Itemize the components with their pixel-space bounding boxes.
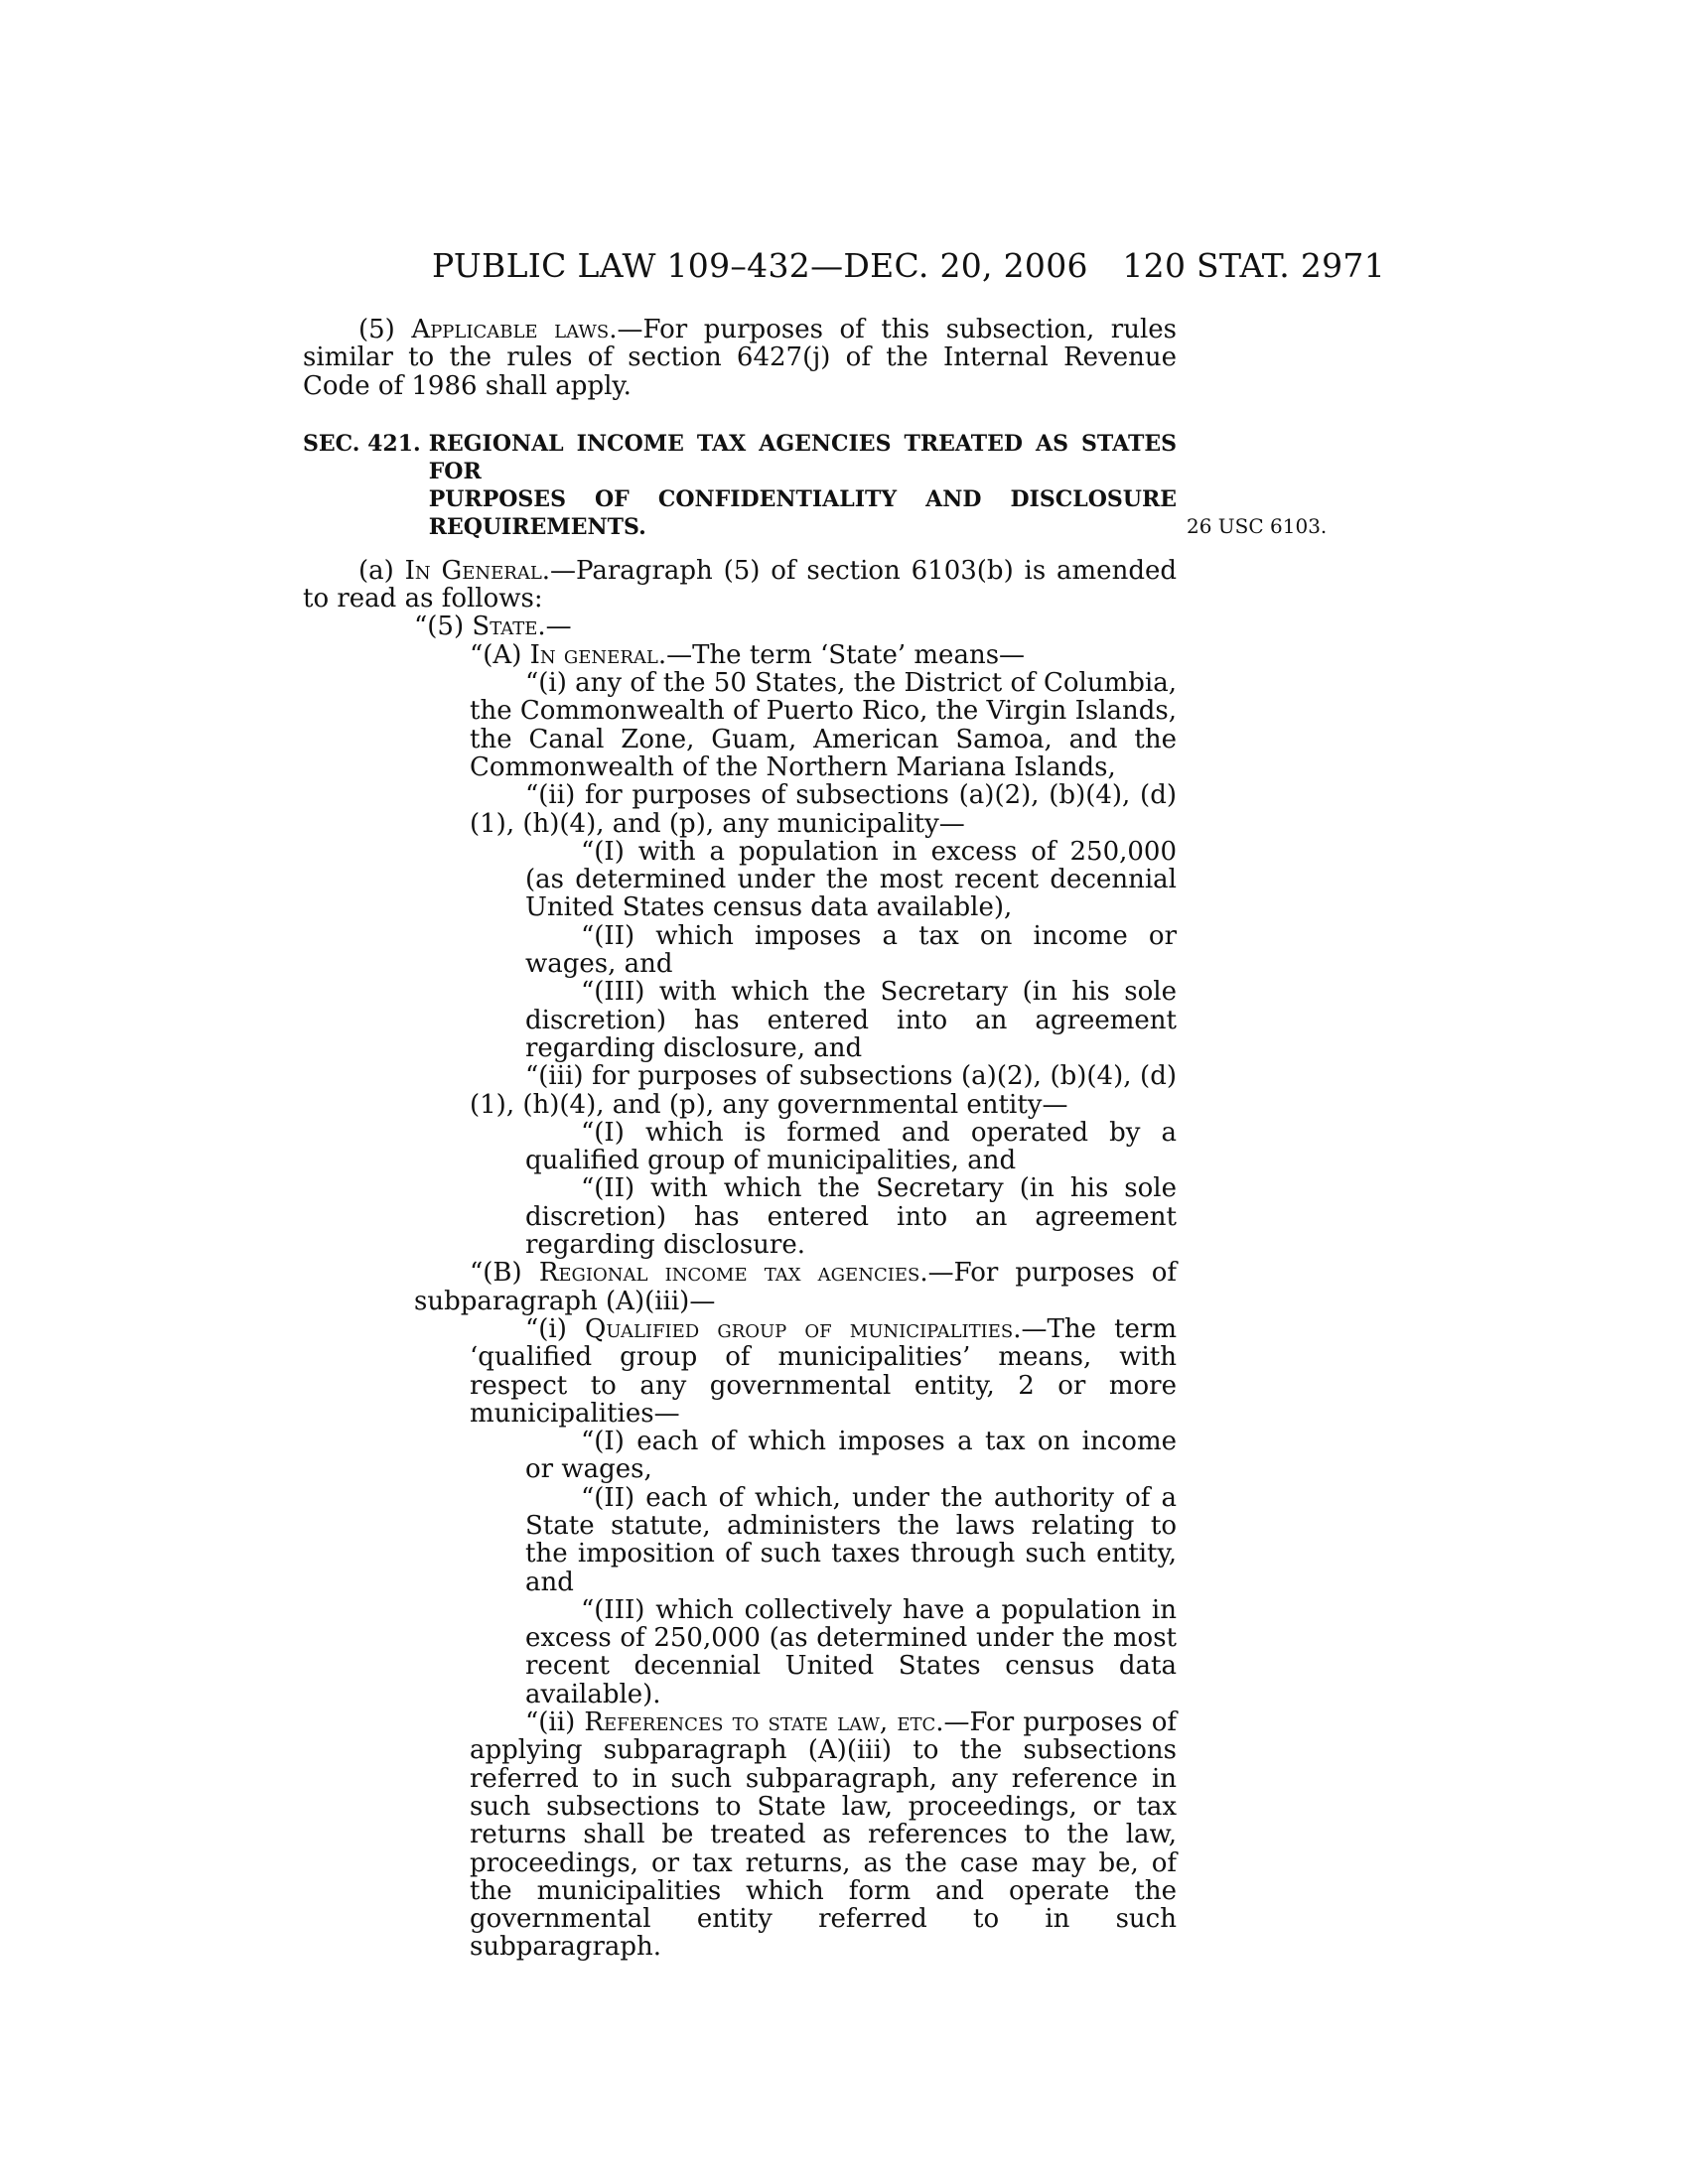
clause-b-ii: “(ii) References to state law, etc.—For purposes of applying subparagraph (A)(iii) to the subsections referred to in such subparagraph, any reference in such subsections to State law, proceedings, or tax returns shall be treated as references to the law, proceedings, or tax returns, as the case may be, of the municipalities which form and operate the governmental entity referred to in such subparagraph. bbox=[470, 1707, 1177, 1963]
subclause-b-i-II: “(II) each of which, under the authority of a State statute, administers the laws relating to the imposition of such taxes through such entity, and bbox=[525, 1482, 1177, 1597]
section-title: REGIONAL INCOME TAX AGENCIES TREATED AS STATES FOR PURPOSES OF CONFIDENTIALITY AND DISCLOSURE REQUIREMENTS. bbox=[428, 430, 1177, 540]
paragraph-5-applicable-laws: (5) Applicable laws.—For purposes of this subsection, rules similar to the rules of section 6427(j) of the Internal Revenue Code of 1986 shall apply. bbox=[303, 315, 1177, 401]
margin-citation: 26 USC 6103. bbox=[1187, 514, 1328, 538]
subclause-b-i-III: “(III) which collectively have a population in excess of 250,000 (as determined under the most recent decennial United States census data available). bbox=[525, 1594, 1177, 1709]
section-heading bbox=[303, 430, 1177, 541]
section-number: SEC. 421. bbox=[303, 430, 421, 457]
subclause-a-ii-II: “(II) which imposes a tax on income or wages, and bbox=[525, 920, 1177, 980]
subclause-a-iii-II: “(II) with which the Secretary (in his sole discretion) has entered into an agreement regarding disclosure. bbox=[525, 1173, 1177, 1261]
statute-body bbox=[303, 316, 1177, 1962]
header-stat-page: 120 STAT. 2971 bbox=[1122, 246, 1385, 285]
header-public-law: PUBLIC LAW 109–432—DEC. 20, 2006 bbox=[432, 246, 1088, 285]
clause-b-i: “(i) Qualified group of municipalities.—The term ‘qualified group of municipalities’ means, with respect to any governmental entity, 2 or more municipalities— bbox=[470, 1313, 1177, 1429]
paragraph-5-state: “(5) State.— bbox=[414, 612, 572, 642]
subclause-a-ii-I: “(I) with a population in excess of 250,000 (as determined under the most recent decennial United States census data available), bbox=[525, 836, 1177, 923]
subclause-b-i-I: “(I) each of which imposes a tax on income or wages, bbox=[525, 1427, 1177, 1485]
clause-a-ii: “(ii) for purposes of subsections (a)(2), (b)(4), (d)(1), (h)(4), and (p), any municipality— bbox=[470, 780, 1177, 839]
subclause-a-iii-I: “(I) which is formed and operated by a qualified group of municipalities, and bbox=[525, 1117, 1177, 1176]
running-header bbox=[432, 246, 1385, 290]
subclause-a-ii-III: “(III) with which the Secretary (in his sole discretion) has entered into an agreement regarding disclosure, and bbox=[525, 977, 1177, 1063]
subsection-a: (a) In General.—Paragraph (5) of section 6103(b) is amended to read as follows: bbox=[303, 555, 1177, 614]
clause-a-i: “(i) any of the 50 States, the District of Columbia, the Commonwealth of Puerto Rico, the Virgin Islands, the Canal Zone, Guam, American Samoa, and the Commonwealth of the Northern Mariana Islands, bbox=[470, 668, 1177, 782]
subparagraph-b: “(B) Regional income tax agencies.—For purposes of subparagraph (A)(iii)— bbox=[414, 1258, 1178, 1316]
clause-a-iii: “(iii) for purposes of subsections (a)(2), (b)(4), (d)(1), (h)(4), and (p), any governmental entity— bbox=[470, 1061, 1177, 1120]
subparagraph-a: “(A) In general.—The term ‘State’ means— bbox=[470, 639, 1026, 670]
